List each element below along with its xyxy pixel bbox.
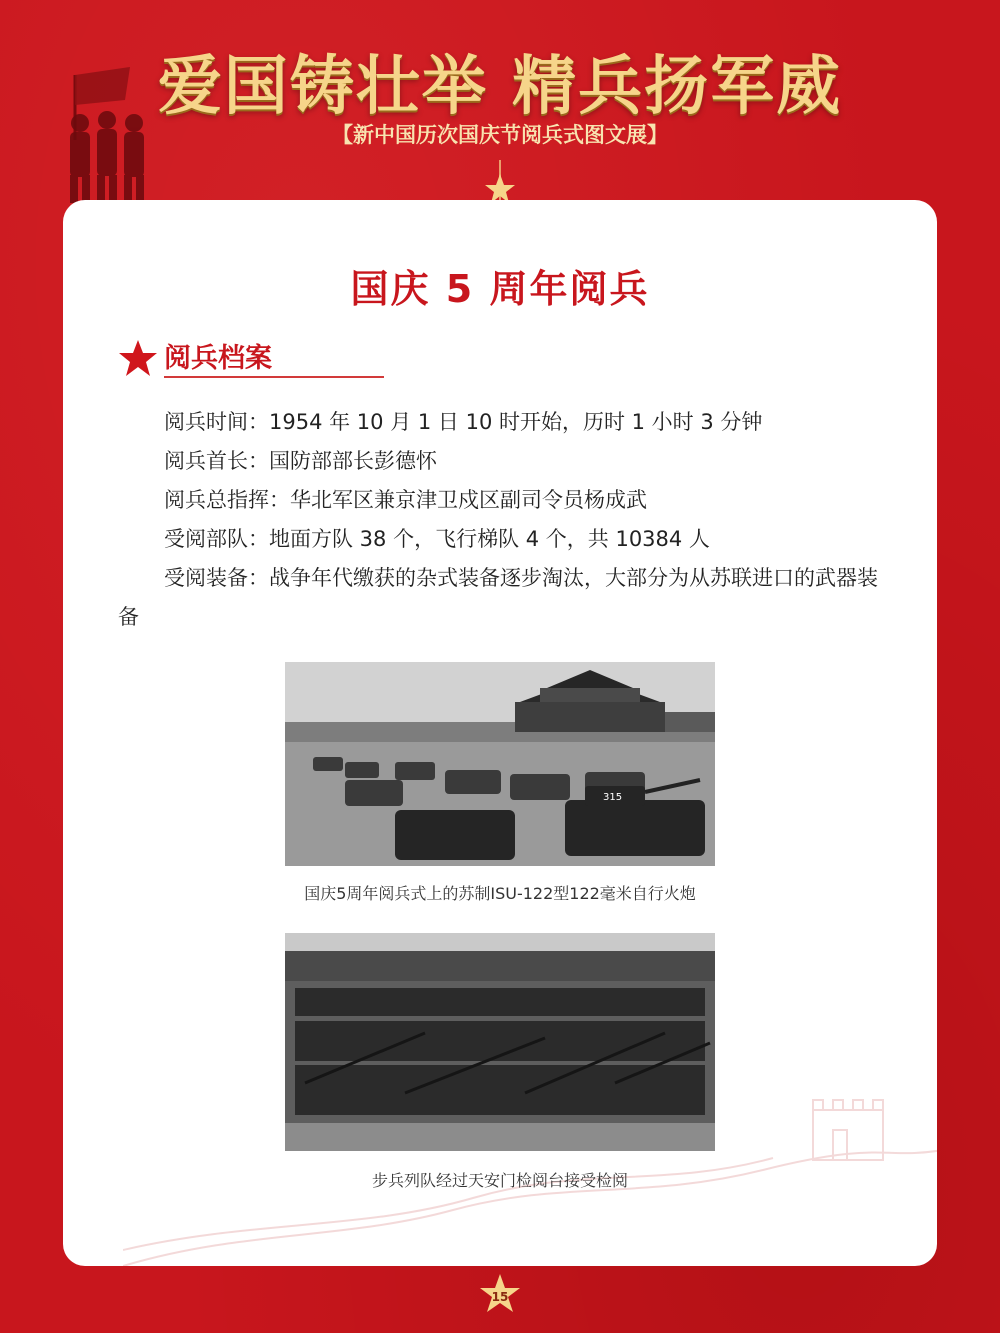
- red-star-icon: [118, 338, 158, 378]
- main-title: 爱国铸壮举 精兵扬军威: [157, 49, 843, 124]
- photo-caption: 步兵列队经过天安门检阅台接受检阅: [371, 1171, 628, 1190]
- info-line-equipment: 受阅装备：战争年代缴获的杂式装备逐步淘汰，大部分为从苏联进口的武器装备: [118, 566, 878, 629]
- info-line-commander: 阅兵总指挥：华北军区兼京津卫戍区副司令员杨成武: [164, 488, 647, 512]
- subtitle: 【新中国历次国庆节阅兵式图文展】: [332, 122, 668, 147]
- heading-underline: [164, 376, 384, 378]
- infantry-parade-photo: [285, 933, 715, 1151]
- archive-heading: [118, 336, 418, 380]
- archive-label: 阅兵档案: [164, 343, 272, 374]
- photo-caption: 国庆5周年阅兵式上的苏制ISU-122型122毫米自行火炮: [304, 884, 696, 903]
- tank-number-marking: 315: [603, 792, 623, 803]
- page-number: 15: [491, 1290, 509, 1304]
- parade-info: [118, 403, 888, 637]
- tank-parade-photo: [285, 662, 715, 866]
- info-line-time: 阅兵时间：1954 年 10 月 1 日 10 时开始，历时 1 小时 3 分钟: [164, 410, 763, 434]
- info-line-troops: 受阅部队：地面方队 38 个，飞行梯队 4 个，共 10384 人: [164, 527, 710, 551]
- section-title: 国庆 5 周年阅兵: [350, 267, 650, 311]
- info-line-reviewer: 阅兵首长：国防部部长彭德怀: [164, 449, 437, 473]
- content-card: [63, 200, 937, 1266]
